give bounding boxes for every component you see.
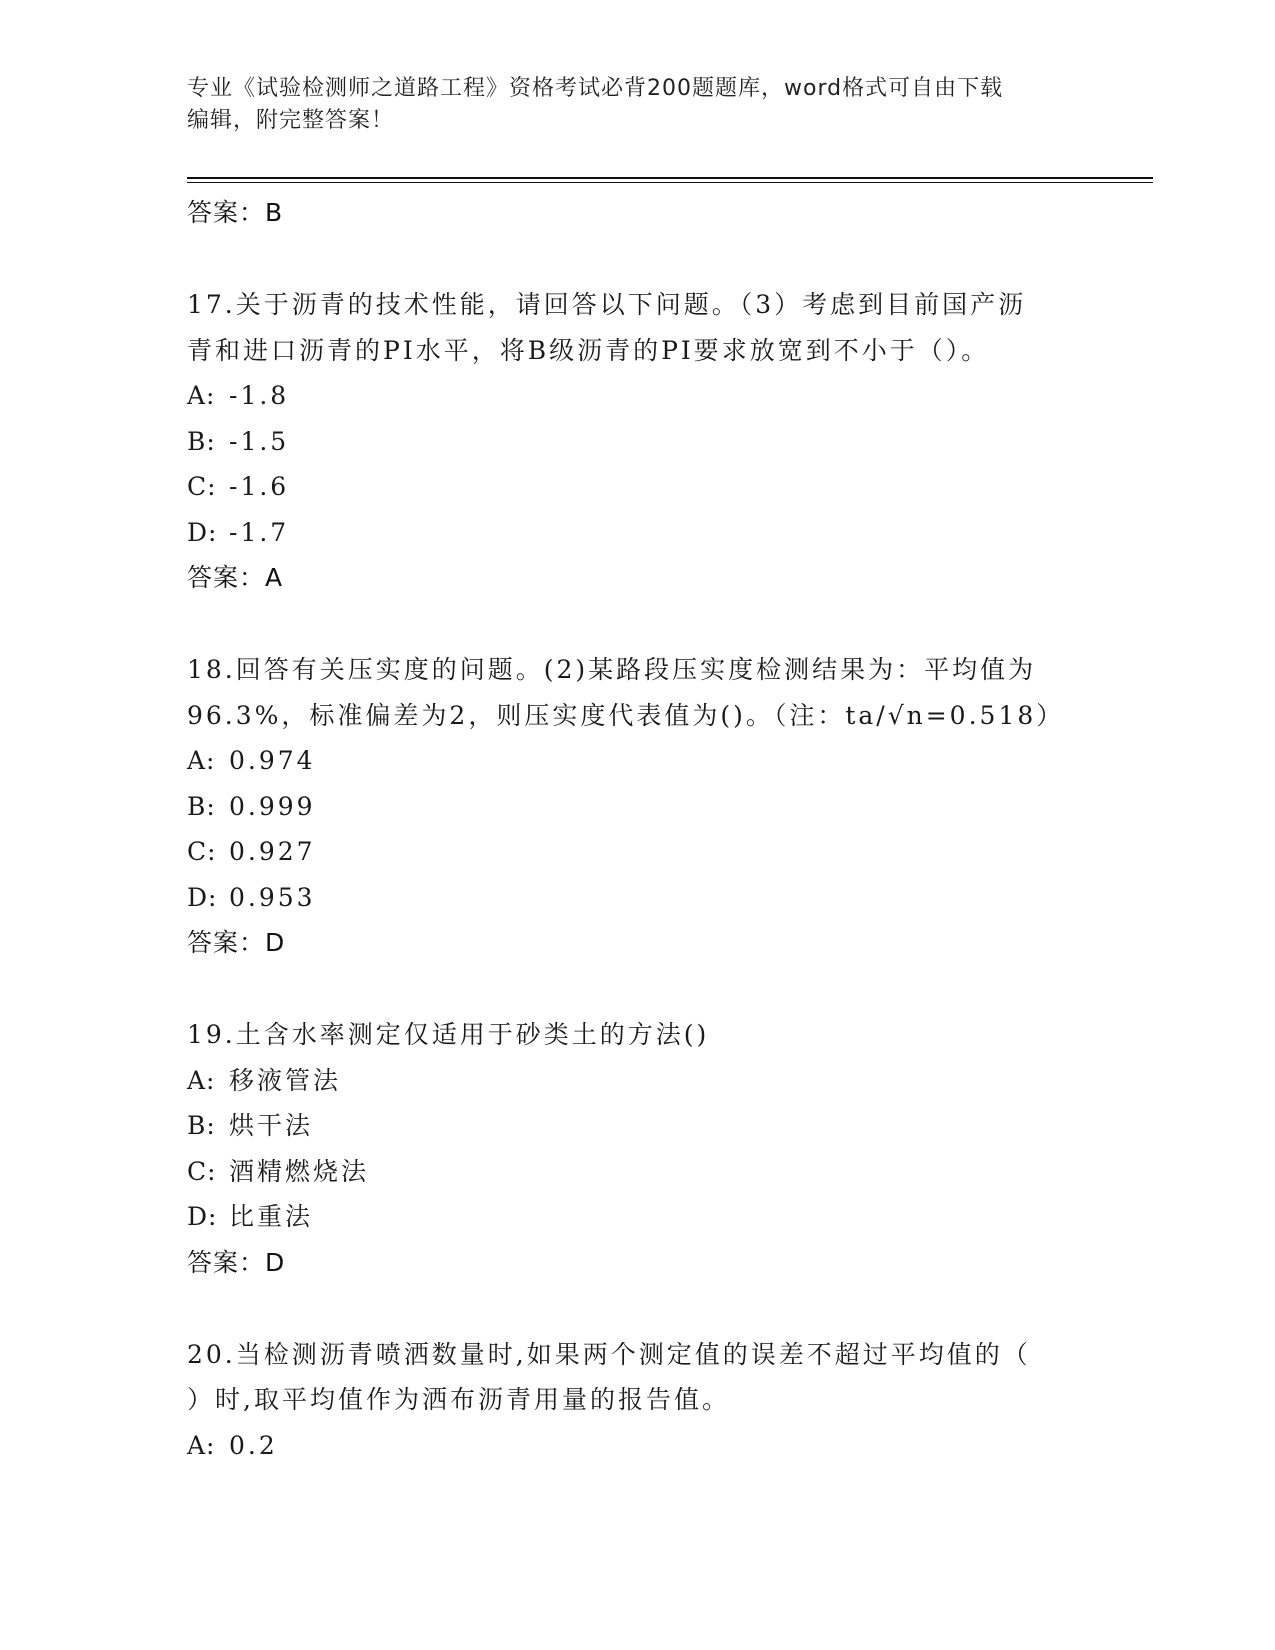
option-item — [187, 1149, 1087, 1195]
option-text: 0.953 — [229, 882, 316, 912]
option-text: 0.999 — [229, 791, 316, 821]
option-item — [187, 1058, 1087, 1104]
question-text: 青和进口沥青的PI水平，将B级沥青的PI要求放宽到不小于（）。 — [187, 335, 990, 365]
answer-value: D — [265, 928, 286, 957]
option-label: B: — [187, 1111, 216, 1140]
option-label: A: — [187, 381, 216, 410]
question-block — [187, 282, 1087, 601]
option-item — [187, 1194, 1087, 1240]
option-text: 0.927 — [229, 837, 316, 866]
answer-label: 答案： — [187, 1247, 266, 1277]
option-item — [187, 464, 1087, 510]
option-text: 酒精燃烧法 — [229, 1156, 370, 1186]
question-block — [187, 1012, 1087, 1286]
option-item — [187, 419, 1087, 465]
option-item — [187, 373, 1087, 419]
option-text: 0.2 — [229, 1430, 278, 1460]
option-text: 比重法 — [229, 1202, 314, 1231]
answer-label: 答案： — [187, 198, 266, 227]
option-label: C: — [187, 472, 217, 501]
question-text: 17.关于沥青的技术性能，请回答以下问题。（3）考虑到目前国产沥 — [187, 290, 1027, 319]
answer-value: B — [265, 198, 284, 227]
option-label: D: — [187, 1202, 218, 1231]
question-list — [187, 190, 1087, 1468]
header-rule-thin — [187, 182, 1153, 183]
answer-line — [187, 190, 1087, 236]
option-text: -1.6 — [229, 472, 290, 501]
question-block — [187, 1332, 1087, 1469]
question-text: 18.回答有关压实度的问题。(2)某路段压实度检测结果为：平均值为 — [187, 655, 1037, 684]
option-item — [187, 829, 1087, 875]
option-text: -1.5 — [229, 426, 290, 456]
option-item — [187, 1423, 1087, 1469]
question-text: 20.当检测沥青喷洒数量时,如果两个测定值的误差不超过平均值的（ — [187, 1339, 1031, 1369]
answer-line — [187, 555, 1087, 601]
option-item — [187, 784, 1087, 830]
answer-line — [187, 920, 1087, 966]
question-text: 96.3%，标准偏差为2，则压实度代表值为()。（注：ta/√n=0.518） — [187, 700, 1065, 730]
option-label: B: — [187, 426, 216, 456]
header-line-1: 专业《试验检测师之道路工程》资格考试必背200题题库，word格式可自由下载 — [187, 76, 1004, 101]
document-header — [187, 73, 1087, 137]
option-item — [187, 1103, 1087, 1149]
question-block — [187, 647, 1087, 966]
answer-value: A — [265, 563, 284, 592]
option-label: A: — [187, 1065, 216, 1095]
option-item — [187, 875, 1087, 921]
option-item — [187, 738, 1087, 784]
option-label: A: — [187, 1430, 216, 1460]
option-text: 0.974 — [229, 746, 316, 775]
answer-value: D — [265, 1247, 286, 1277]
option-text: -1.7 — [229, 517, 290, 547]
question-text: 19.土含水率测定仅适用于砂类土的方法() — [187, 1020, 710, 1049]
answer-line — [187, 1240, 1087, 1286]
option-label: D: — [187, 517, 218, 547]
option-text: 烘干法 — [229, 1111, 314, 1140]
option-label: A: — [187, 746, 216, 775]
question-text: ）时,取平均值作为洒布沥青用量的报告值。 — [187, 1385, 730, 1414]
answer-label: 答案： — [187, 563, 266, 592]
option-label: C: — [187, 1156, 217, 1186]
option-label: D: — [187, 882, 218, 912]
header-rule-thick — [187, 177, 1153, 179]
option-label: C: — [187, 837, 217, 866]
option-label: B: — [187, 791, 216, 821]
header-line-2: 编辑，附完整答案！ — [187, 108, 395, 133]
option-text: -1.8 — [229, 381, 290, 410]
option-item — [187, 510, 1087, 556]
answer-label: 答案： — [187, 928, 266, 957]
option-text: 移液管法 — [229, 1065, 342, 1095]
